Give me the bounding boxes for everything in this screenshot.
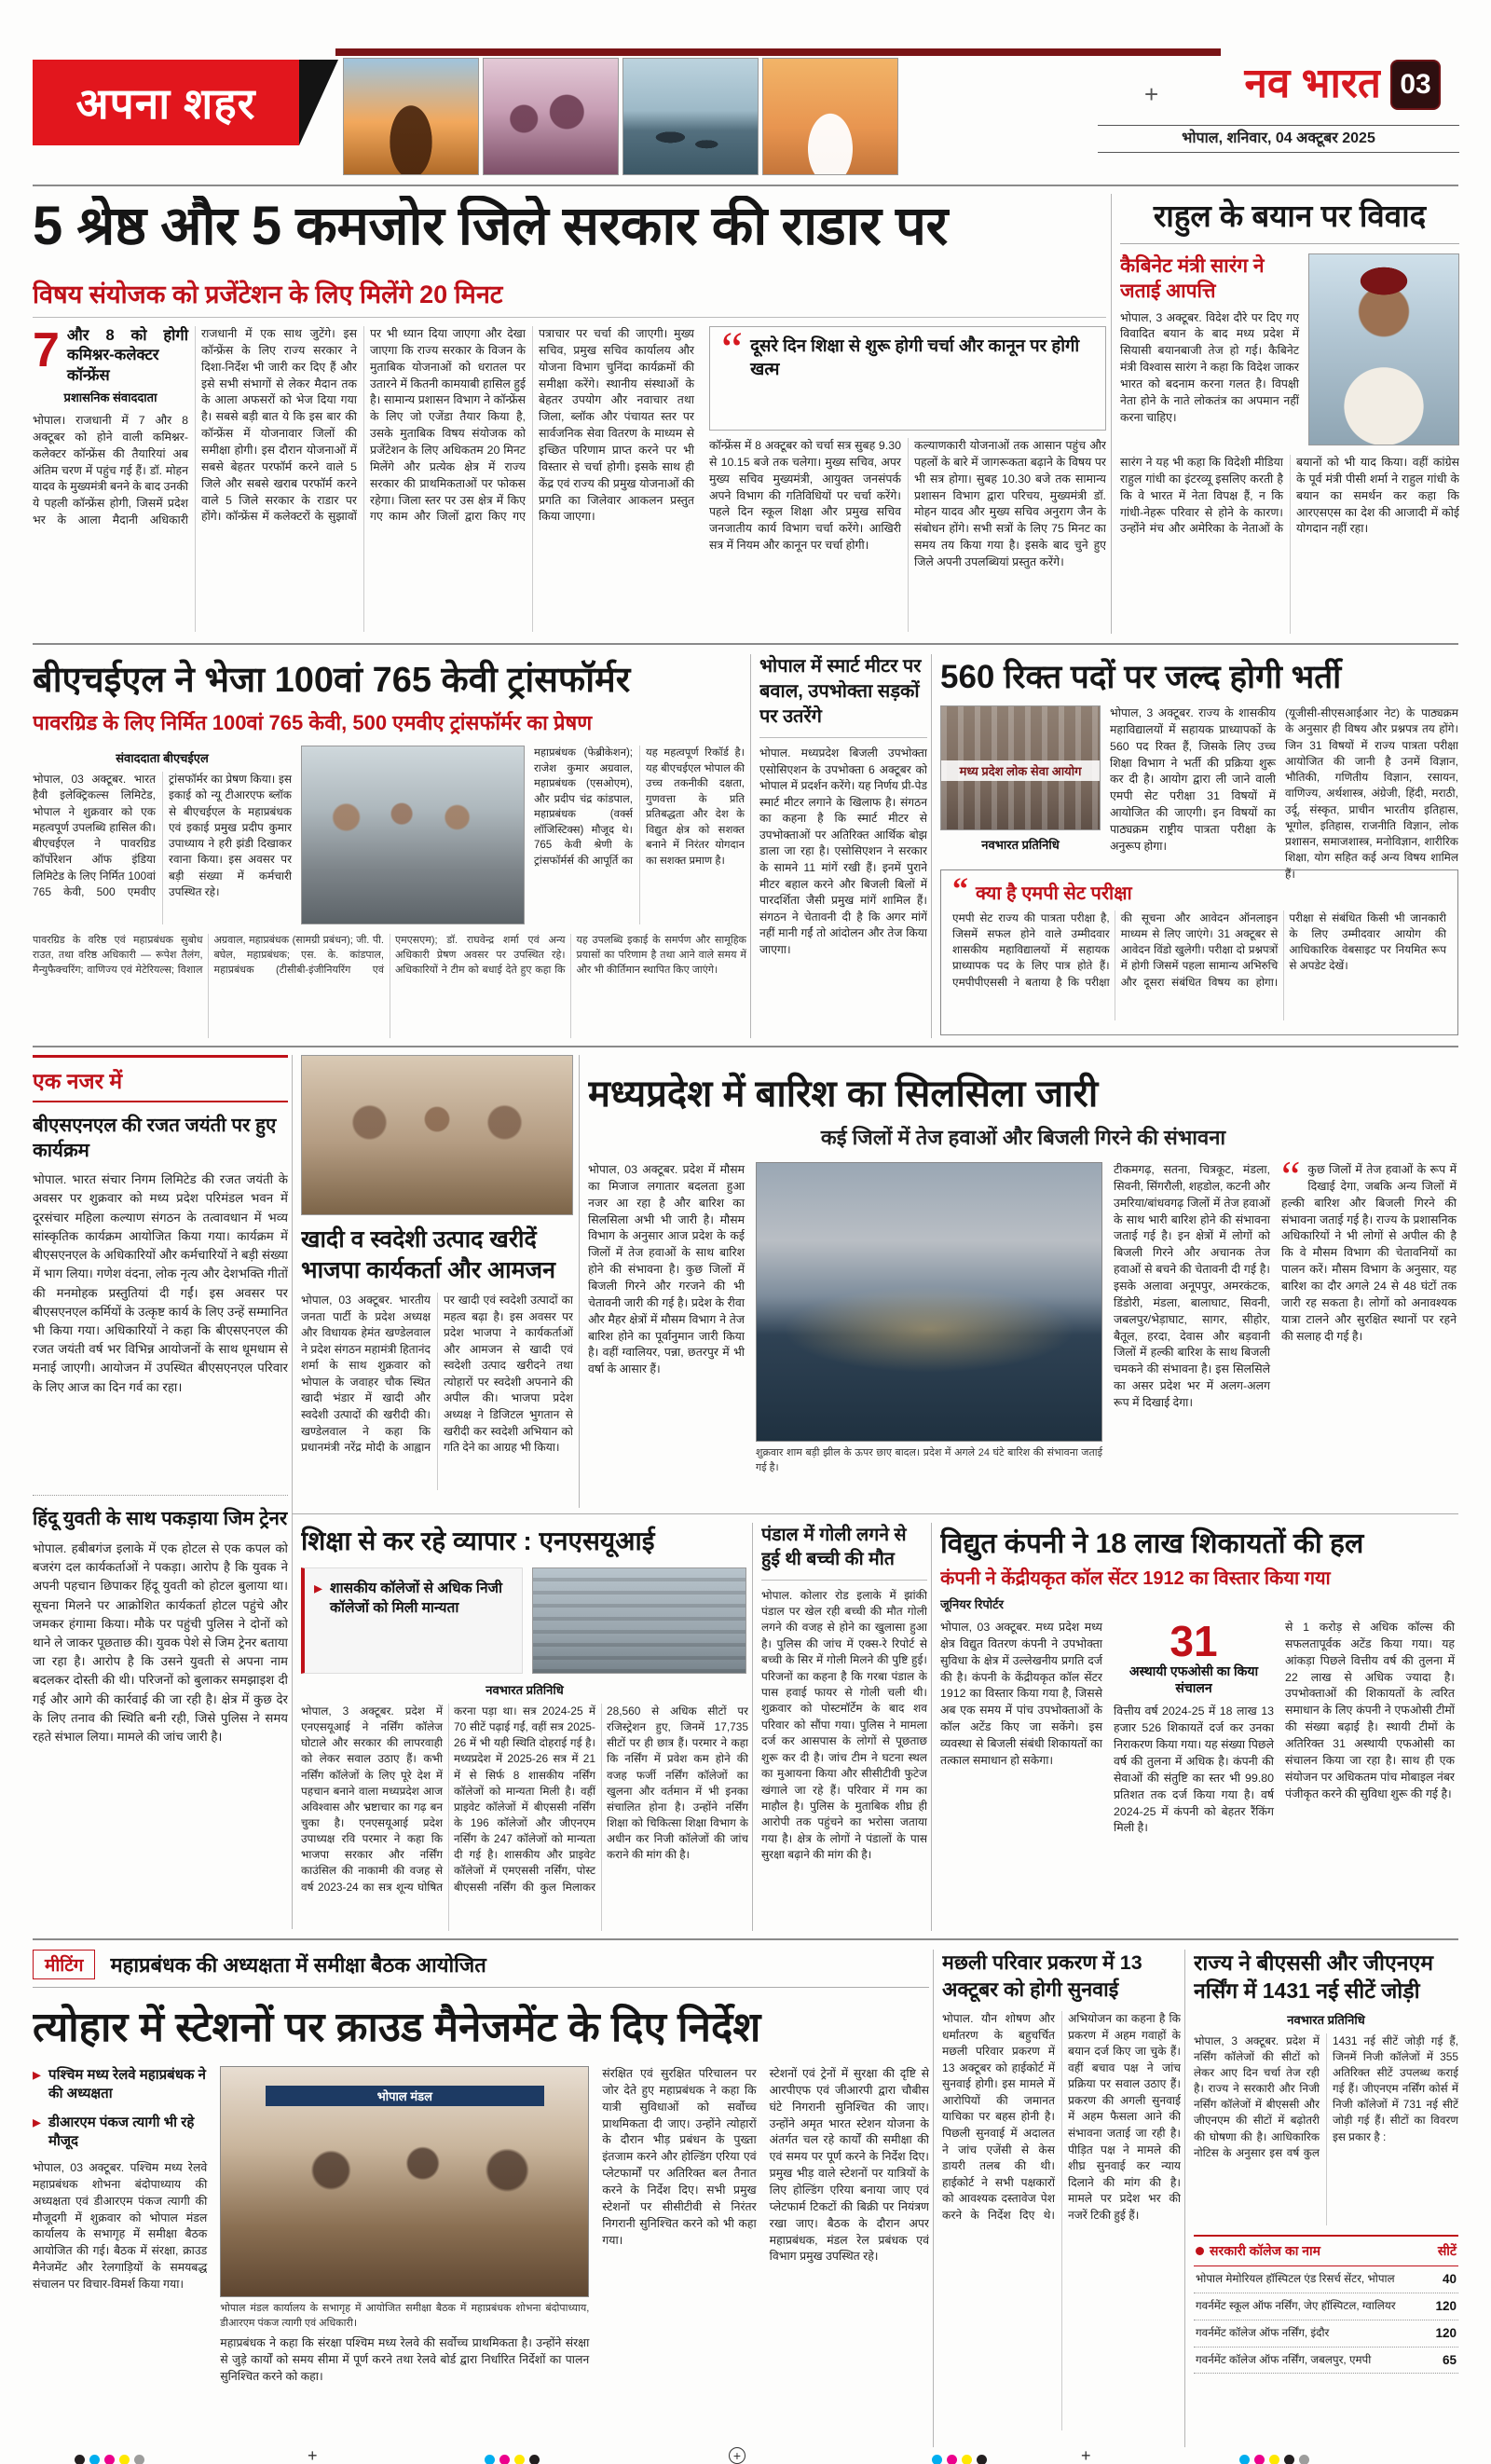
nsui-college-photo <box>532 1567 746 1674</box>
gray-dot-icon <box>1299 2455 1309 2464</box>
table-row <box>1194 2320 1458 2348</box>
glance-story1-headline: बीएसएनएल की रजत जयंती पर हुए कार्यक्रम <box>33 1115 277 1161</box>
crowd-bullet-item <box>33 2066 207 2104</box>
bhel-body-right: महाप्रबंधक (फेब्रीकेशन); राजेश कुमार अग्रवाल, महाप्रबंधक (एसओएम), और प्रदीप चंद्र कांडपाल, महाप्रबंधक (वर्क्स लॉजिस्टिक्स) मौजूद थे। 765 केवी श्रेणी के ट्रांसफॉर्मर्स की आपूर्ति का यह महत्वपूर्ण रिकॉर्ड है। यह बीएचईएल भोपाल की उच्च तकनीकी दक्षता, गुणवत्ता के प्रति प्रतिबद्धता और देश के विद्युत क्षेत्र को सशक्त बनाने में निरंतर योगदान का सशक्त प्रमाण है। <box>534 747 745 867</box>
table-row <box>1194 2293 1458 2320</box>
rahul-body-bottom: सारंग ने यह भी कहा कि विदेशी मीडिया राहुल गांधी का इंटरव्यू इसलिए करती है कि वे भारत में नेता विपक्ष हैं, न कि गांधी-नेहरू परिवार से होने के कारण। उन्होंने मंच और अमेरिका के नेताओं के बयानों को भी याद किया। वहीं कांग्रेस के पूर्व मंत्री पीसी शर्मा ने राहुल गांधी के बयान का समर्थन कर कहा कि आरएसएस का देश की आजादी में कोई योगदान नहीं रहा। <box>1120 456 1459 536</box>
arrow-bullet-icon: ▸ <box>33 2112 42 2131</box>
bhel-body-left: भोपाल, 03 अक्टूबर. भारत हैवी इलेक्ट्रिकल्स लिमिटेड, भोपाल ने शुक्रवार को एक महत्वपूर्ण उपलब्धि हासिल की। बीएचईएल ने पावरग्रिड कॉर्पोरेशन ऑफ इंडिया लिमिटेड के लिए निर्मित 100वां 765 केवी, 500 एमवीए ट्रांसफॉर्मर का प्रेषण किया। इस इकाई को न्यू टीआरएफ ब्लॉक से बीएचईएल के महाप्रबंधक एवं इकाई प्रमुख प्रदीप कुमार उपाध्याय ने हरी झंडी दिखाकर रवाना किया। इस अवसर पर बड़ी संख्या में कर्मचारी उपस्थित रहे। <box>33 773 292 898</box>
rain-headline: मध्यप्रदेश में बारिश का सिलसिला जारी <box>588 1074 1099 1115</box>
black-dot-icon <box>529 2455 540 2464</box>
column-rule <box>933 1950 934 2447</box>
rahul-minister-photo <box>1308 253 1459 445</box>
bijli-number-label: अस्थायी एफओसी का किया संचालन <box>1129 1663 1259 1696</box>
crowd-body3: संरक्षित एवं सुरक्षित परिचालन पर जोर देते हुए महाप्रबंधक ने कहा कि यात्री सुविधाओं को सर्वोच्च प्राथमिकता दी जाए। उन्होंने त्योहारों के दौरान भीड़ प्रबंधन के पुख्ता इंतजाम करने और होल्डिंग एरिया एवं प्लेटफार्मों पर अतिरिक्त बल तैनात करने के निर्देश दिए। सभी प्रमुख स्टेशनों पर सीसीटीवी से निरंतर निगरानी सुनिश्चित करने को भी कहा गया। <box>602 2067 757 2247</box>
banner-triangle-decoration <box>299 60 338 145</box>
arrow-bullet-icon: ▸ <box>33 2065 42 2084</box>
yellow-dot-icon <box>514 2455 525 2464</box>
crowd-bullet-text: डीआरएम पंकज त्यागी भी रहे मौजूद <box>48 2114 195 2149</box>
bhel-byline: संवाददाता बीएचईएल <box>116 751 209 765</box>
yellow-dot-icon <box>119 2455 130 2464</box>
rain-photo-caption: शुक्रवार शाम बड़ी झील के ऊपर छाए बादल। प्रदेश में अगले 24 घंटे बारिश की संभावना जताई गई है। <box>756 1447 1102 1473</box>
vacancy-body-right: (यूजीसी-सीएसआईआर नेट) के पाठ्यक्रम के अनुसार ही विषय और प्रश्नपत्र तय होंगे। जिन 31 विषयों में राज्य पात्रता परीक्षा आयोजित की जानी है उनमें विज्ञान, भौतिकी, गणितीय विज्ञान, रसायन, वाणिज्य, अर्थशास्त्र, अंग्रेजी, हिंदी, मराठी, उर्दू, संस्कृत, प्राचीन भारतीय इतिहास, भूगोल, इतिहास, राजनीति विज्ञान, लोक प्रशासन, समाजशास्त्र, मनोविज्ञान, शारीरिक शिक्षा, योग सहित कई अन्य विषय शामिल हैं। <box>1285 706 1458 881</box>
smart-meter-body: भोपाल. मध्यप्रदेश बिजली उपभोक्ता एसोसिएशन के उपभोक्ता 6 अक्टूबर को भोपाल में प्रदर्शन करेंगे। यह निर्णय प्री-पेड स्मार्ट मीटर लगाने के खिलाफ है। संगठन का कहना है कि स्मार्ट मीटर से उपभोक्ताओं पर अतिरिक्त आर्थिक बोझ डाला जा रहा है। एसोसिएशन ने सरकार के सामने 11 मांगें रखी हैं। इनमें पुराने मीटर बहाल करने और बिजली बिलों में पारदर्शिता जैसी प्रमुख मांगें शामिल हैं। संगठन ने चेतावनी दी है कि अगर मांगें नहीं मानी गईं तो आंदोलन और तेज किया जाएगा। <box>759 746 927 956</box>
nursing-body: भोपाल, 3 अक्टूबर. प्रदेश में नर्सिंग कॉलेजों की सीटों को लेकर आए दिन चर्चा तेज रही है। राज्य ने सरकारी और निजी नर्सिंग कॉलेजों में बीएससी और जीएनएम की सीटों में बढ़ोतरी की घोषणा की है। आधिकारिक नोटिस के अनुसार इस वर्ष कुल 1431 नई सीटें जोड़ी गई हैं, जिनमें निजी कॉलेजों में 355 अतिरिक्त सीटें उपलब्ध कराई गई हैं। जीएनएम नर्सिंग कोर्स में निजी कॉलेजों में 731 नई सीटें जोड़ी गई हैं। सीटों का विवरण इस प्रकार है : <box>1194 2033 1458 2159</box>
vacancy-body-mid: भोपाल, 3 अक्टूबर. राज्य के शासकीय महाविद्यालयों में सहायक प्राध्यापकों के 560 पद रिक्त हैं, जिसके लिए उच्च शिक्षा विभाग ने भर्ती की प्रक्रिया शुरू कर दी है। आयोग द्वारा ली जाने वाली एमपी सेट परीक्षा 31 विषयों में आयोजित की जाएगी। इन विषयों का पाठ्यक्रम राष्ट्रीय पात्रता परीक्षा के अनुरूप होगा। <box>1110 706 1276 853</box>
bijli-col1: भोपाल, 03 अक्टूबर. मध्य प्रदेश मध्य क्षेत्र विद्युत वितरण कंपनी ने उपभोक्ता सुविधा के क्षेत्र में उल्लेखनीय प्रगति दर्ज की है। कंपनी के केंद्रीयकृत कॉल सेंटर 1912 का विस्तार किया गया है, जिससे अब एक समय में पांच उपभोक्ताओं के कॉल अटेंड किए जा सकेंगे। इस व्यवस्था से बिजली संबंधी शिकायतों का तत्काल समाधान हो सकेगा। <box>940 1621 1102 1767</box>
nsui-bullet-box <box>301 1567 523 1674</box>
vacancy-box-body: एमपी सेट राज्य की पात्रता परीक्षा है, जिसमें सफल होने वाले उम्मीदवार शासकीय महाविद्यालयों में सहायक प्राध्यापक पद के लिए पात्र होते हैं। एमपीपीएससी ने बताया है कि परीक्षा की सूचना और आवेदन ऑनलाइन माध्यम से लिए जाएंगे। 31 अक्टूबर से आवेदन विंडो खुलेगी। परीक्षा दो प्रश्नपत्रों में होगी जिसमें पहला सामान्य अभिरुचि और दूसरा संबंधित विषय का होगा। परीक्षा से संबंधित किसी भी जानकारी के लिए उम्मीदवार आयोग की आधिकारिक वेबसाइट पर नियमित रूप से अपडेट देखें। <box>952 911 1446 989</box>
table-row <box>1194 2266 1458 2293</box>
glance-section-title: एक नजर में <box>33 1055 288 1102</box>
divider-rule <box>1120 243 1459 244</box>
crowd-bullet-item <box>33 2114 207 2152</box>
crowd-body1: भोपाल, 03 अक्टूबर. पश्चिम मध्य रेलवे महाप्रबंधक शोभना बंदोपाध्याय की अध्यक्षता एवं डीआरएम पंकज त्यागी की मौजूदगी में शुक्रवार को भोपाल मंडल कार्यालय के सभागृह में समीक्षा बैठक आयोजित की गई। बैठक में संरक्षा, क्राउड मैनेजमेंट और रेलगाड़ियों के समयबद्ध संचालन पर विचार-विमर्श किया गया। <box>33 2161 208 2292</box>
lead-byline: प्रशासनिक संवाददाता <box>63 390 157 405</box>
bhel-caption-columns <box>33 934 746 1038</box>
vacancy-info-box <box>940 869 1458 1035</box>
magenta-dot-icon <box>499 2455 510 2464</box>
machhli-headline: मछली परिवार प्रकरण में 13 अक्टूबर को होगी सुनवाई <box>942 1951 1142 2002</box>
bhel-headline: बीएचईएल ने भेजा 100वां 765 केवी ट्रांसफॉर्मर <box>33 661 631 700</box>
black-dot-icon <box>75 2455 85 2464</box>
rain-subheadline: कई जिलों में तेज हवाओं और बिजली गिरने की संभावना <box>820 1126 1226 1149</box>
bhel-group-photo <box>301 746 525 924</box>
divider-rule <box>33 1938 1458 1940</box>
crowd-bullet-text: पश्चिम मध्य रेलवे महाप्रबंधक ने की अध्यक्षता <box>48 2067 206 2102</box>
paper-brand: नव भारत <box>1244 62 1381 106</box>
nursing-seats-table <box>1194 2235 1458 2375</box>
magenta-dot-icon <box>947 2455 957 2464</box>
nursing-headline: राज्य ने बीएससी और जीएनएम नर्सिंग में 1431 नई सीटें जोड़ी <box>1194 1951 1433 2003</box>
nursing-story <box>1194 1950 1458 2447</box>
smart-meter-headline: भोपाल में स्मार्ट मीटर पर बवाल, उपभोक्ता सड़कों पर उतरेंगे <box>759 654 927 738</box>
vacancy-story <box>940 654 1458 1038</box>
rahul-top-row <box>1120 253 1459 445</box>
rain-lake-photo <box>756 1162 1102 1442</box>
crowd-strap: महाप्रबंधक की अध्यक्षता में समीक्षा बैठक आयोजित <box>110 1953 486 1977</box>
rahul-headline: राहुल के बयान पर विवाद <box>1153 198 1427 233</box>
bijli-subheadline: कंपनी ने केंद्रीयकृत कॉल सेंटर 1912 का विस्तार किया गया <box>940 1568 1331 1589</box>
divider-rule <box>33 643 1458 645</box>
cyan-dot-icon <box>932 2455 942 2464</box>
rain-photo-col <box>756 1162 1102 1504</box>
vacancy-building-photo <box>940 705 1101 830</box>
bijli-big-number: 31 <box>1170 1617 1218 1665</box>
nursing-table-col-seats: सीटें <box>1437 2242 1457 2258</box>
bhel-left-columns <box>33 772 292 924</box>
quote-mark-icon: “ <box>721 326 744 376</box>
magenta-dot-icon <box>1254 2455 1265 2464</box>
gray-dot-icon <box>134 2455 144 2464</box>
yellow-dot-icon <box>1269 2455 1279 2464</box>
rain-quote-col <box>1281 1152 1457 1504</box>
college-name: गवर्नमेंट कॉलेज ऑफ नर्सिंग, जबलपुर, एमपी <box>1196 2352 1372 2366</box>
rain-quote-text: कुछ जिलों में तेज हवाओं के रूप में दिखाई देगा, जबकि अन्य जिलों में हल्की बारिश और बिजली गिरने की संभावना जताई गई है। राज्य के प्रशासनिक अधिकारियों ने भी लोगों से अपील की है कि वे मौसम विभाग की चेतावनियों का पालन करें। मौसम विभाग के अनुसार, यह बारिश का दौर अगले 24 से 48 घंटों तक जारी रह सकता है। लोगों को अनावश्यक यात्रा टालने और सुरक्षित स्थानों पर रहने की सलाह दी गई है। <box>1281 1163 1457 1343</box>
masthead-top-strip <box>335 48 1221 56</box>
masthead-photo-statue <box>343 58 479 175</box>
nsui-byline: नवभारत प्रतिनिधि <box>486 1683 564 1697</box>
rahul-bottom-columns <box>1120 455 1459 634</box>
cyan-dot-icon <box>485 2455 495 2464</box>
lead-body-columns <box>33 326 694 632</box>
crowd-story <box>33 1950 929 2447</box>
bhel-photo-caption: पावरग्रिड के वरिष्ठ एवं महाप्रबंधक सुबोध राउत, तथा वरिष्ठ अधिकारी — रूपेश तैलंग, मैन्युफैक्चरिंग; वाणिज्य एवं मेटेरियल्स; विशाल अग्रवाल, महाप्रबंधक (सामग्री प्रबंधन); जी. पी. बघेल, महाप्रबंधक; एस. के. कांडपाल, महाप्रबंधक (टीसीबी-इंजीनियरिंग एवं एमएसएम); डॉ. राघवेन्द्र शर्मा एवं अन्य अधिकारी प्रेषण अवसर पर उपस्थित रहे। अधिकारियों ने टीम को बधाई देते हुए कहा कि यह उपलब्धि इकाई के समर्पण और सामूहिक प्रयासों का परिणाम है तथा आने वाले समय में और भी कीर्तिमान स्थापित किए जाएंगे। <box>33 935 746 976</box>
registration-marks-cmyk <box>1239 2452 1351 2464</box>
bhel-content-row <box>33 746 746 924</box>
crowd-photo-banner: भोपाल मंडल <box>266 2086 544 2106</box>
rahul-left-col <box>1120 253 1299 445</box>
khadi-headline: खादी व स्वदेशी उत्पाद खरीदें भाजपा कार्यकर्ता और आमजन <box>301 1226 555 1283</box>
divider-rule <box>33 1046 1458 1047</box>
rahul-story <box>1120 194 1459 634</box>
vacancy-content-row <box>940 705 1458 881</box>
vacancy-box-title: “ क्या है एमपी सेट परीक्षा <box>952 872 1132 907</box>
divider-rule <box>33 317 1106 318</box>
bijli-content-row <box>940 1617 1458 1927</box>
column-rule <box>1184 1950 1185 2447</box>
college-seats: 40 <box>1442 2271 1457 2286</box>
lead-quote-body: कॉन्फ्रेंस में 8 अक्टूबर को चर्चा सत्र सुबह 9.30 से 10.15 बजे तक चलेगा। मुख्य सचिव, अपर मुख्य सचिव मुख्यमंत्री, आयुक्त जनसंपर्क अपने विभाग की गतिविधियों पर चर्चा करेंगे। पहले दिन स्कूल शिक्षा और प्रमुख सचिव जनजातीय कार्य विभाग चर्चा करेंगे। आखिरी सत्र में नियम और कानून पर चर्चा होगी। <box>709 439 901 553</box>
lead-right-text: कल्याणकारी योजनाओं तक आसान पहुंच और पहलों के बारे में जागरूकता बढ़ाने के विषय पर भी सत्र होगा। सुबह 10.30 बजे तक सामान्य प्रशासन विभाग द्वारा परिचय, मुख्यमंत्री डॉ. मोहन यादव और मुख्य सचिव अनुराग जैन के संबोधन होंगे। सभी सत्रों के लिए 75 मिनट का समय तय किया गया है। इसके बाद चुने हुए जिले अपनी उपलब्धियां प्रस्तुत करेंगे। <box>914 439 1106 569</box>
masthead-photo-mosque <box>483 58 619 175</box>
crowd-meeting-photo <box>220 2066 589 2297</box>
khadi-body: भोपाल, 03 अक्टूबर. भारतीय जनता पार्टी के प्रदेश अध्यक्ष और विधायक हेमंत खण्डेलवाल ने प्रदेश संगठन महामंत्री हितानंद शर्मा के साथ शुक्रवार को भोपाल के जवाहर चौक स्थित खादी भंडार में खादी और स्वदेशी उत्पादों की खरीदी की। खण्डेलवाल ने कहा कि प्रधानमंत्री नरेंद्र मोदी के आह्वान पर खादी एवं स्वदेशी उत्पादों का महत्व बढ़ा है। इस अवसर पर प्रदेश भाजपा ने कार्यकर्ताओं और आमजन से खादी एवं स्वदेशी उत्पाद खरीदने तथा त्योहारों पर स्वदेशी अपनाने की अपील की। भाजपा प्रदेश अध्यक्ष ने डिजिटल भुगतान से खरीदी कर स्वदेशी अभियान को गति देने का आग्रह भी किया। <box>301 1294 573 1455</box>
smart-meter-story <box>759 654 927 1038</box>
divider-rule <box>33 185 1458 186</box>
bhel-right-columns <box>534 746 745 924</box>
column-rule <box>750 654 751 1038</box>
lead-subheadline: विषय संयोजक को प्रजेंटेशन के लिए मिलेंगे 20 मिनट <box>33 281 503 308</box>
column-rule <box>292 1055 293 1929</box>
lead-infobox <box>33 326 188 386</box>
bhel-subheadline: पावरग्रिड के लिए निर्मित 100वां 765 केवी, 500 एमवीए ट्रांसफॉर्मर का प्रेषण <box>33 711 593 734</box>
bijli-number-box <box>1114 1617 1274 1696</box>
pandal-story <box>761 1523 927 1931</box>
lead-infobox-text: और 8 को होगी कमिश्नर-कलेक्टर कॉन्फ्रेंस <box>66 327 188 384</box>
cyan-dot-icon <box>89 2455 100 2464</box>
machhli-columns <box>942 2011 1181 2430</box>
nsui-bullet-text: शासकीय कॉलेजों से अधिक निजी कॉलेजों को मिली मान्यता <box>330 1581 503 1616</box>
divider-rule <box>292 1513 1458 1514</box>
bhel-story <box>33 654 746 1038</box>
black-dot-icon <box>977 2455 987 2464</box>
glance-story2-headline: हिंदू युवती के साथ पकड़ाया जिम ट्रेनर <box>33 1508 288 1530</box>
vacancy-byline: नवभारत प्रतिनिधि <box>981 838 1060 852</box>
quote-mark-icon: “ <box>952 872 968 907</box>
registration-marks-cmyk <box>75 2452 186 2464</box>
column-rule <box>1111 194 1112 634</box>
crowd-bullets-col <box>33 2066 207 2433</box>
crowd-content-row <box>33 2066 929 2433</box>
lead-right-columns <box>709 438 1106 632</box>
column-rule <box>579 1055 580 1508</box>
magenta-dot-icon <box>104 2455 115 2464</box>
college-name: भोपाल मेमोरियल हॉस्पिटल एंड रिसर्च सेंटर, भोपाल <box>1196 2271 1395 2285</box>
registration-marks-cmyk <box>932 2452 1025 2464</box>
quote-mark-icon: “ <box>1281 1152 1301 1199</box>
rain-story <box>588 1066 1458 1504</box>
pandal-body: भोपाल. कोलार रोड इलाके में झांकी पंडाल पर खेल रही बच्ची की मौत गोली लगने की वजह से होने का खुलासा हुआ है। पुलिस की जांच में एक्स-रे रिपोर्ट से बच्ची के सिर में गोली मिलने की पुष्टि हुई। परिजनों का कहना है कि गरबा पंडाल के पास हवाई फायर से गोली चली थी। शुक्रवार को पोस्टमॉर्टेम के बाद शव परिवार को सौंपा गया। पुलिस ने मामला दर्ज कर आसपास के लोगों से पूछताछ शुरू कर दी है। जांच टीम ने घटना स्थल का मुआयना किया और सीसीटीवी फुटेज खंगाले जा रहे हैं। परिवार में गम का माहौल है। पुलिस के मुताबिक शीघ्र ही आरोपी तक पहुंचने का भरोसा जताया गया है। क्षेत्र के लोगों ने पंडालों के पास सुरक्षा बढ़ाने की मांग की है। <box>761 1588 927 1862</box>
college-seats: 120 <box>1435 2325 1457 2340</box>
nsui-headline: शिक्षा से कर रहे व्यापार : एनएसयूआई <box>301 1526 655 1555</box>
khadi-story <box>301 1055 573 1506</box>
machhli-story <box>942 1950 1181 2447</box>
nursing-byline: नवभारत प्रतिनिधि <box>1287 2012 1365 2027</box>
crowd-kicker: मीटिंग <box>33 1950 95 1979</box>
glance-story2-body: भोपाल. हबीबगंज इलाके में एक होटल से एक कपल को बजरंग दल कार्यकर्ताओं ने पकड़ा। आरोप है कि युवक ने अपनी पहचान छिपाकर हिंदू युवती को होटल बुलाया था। सूचना मिलने पर आक्रोशित कार्यकर्ता होटल पहुंचे और जमकर हंगामा किया। मौके पर पहुंची पुलिस ने दोनों को थाने ले जाकर पूछताछ की। युवक पेशे से जिम ट्रेनर बताया जा रहा है। आरोप है कि उसने युवती से अपना नाम बदलकर दोस्ती की थी। परिजनों को बुलाकर समझाइश दी गई और आगे की कार्रवाई की जा रही है। क्षेत्र में कुछ देर के लिए तनाव की स्थिति बनी रही, जिसे पुलिस ने समय रहते संभाल लिया। मामले की जांच जारी है। <box>33 1540 288 1744</box>
nursing-columns <box>1194 2033 1458 2225</box>
crowd-photo-caption: भोपाल मंडल कार्यालय के सभागृह में आयोजित समीक्षा बैठक में महाप्रबंधक शोभना बंदोपाध्याय, डीआरएम पंकज त्यागी एवं अधिकारी। <box>220 2303 590 2329</box>
rain-col1: भोपाल, 03 अक्टूबर. प्रदेश में मौसम का मिजाज लगातार बदलता हुआ नजर आ रहा है और बारिश का सिलसिला अभी भी जारी है। मौसम विभाग के अनुसार आज प्रदेश के कई जिलों में तेज हवाओं के साथ बारिश होने की संभावना है। कुछ जिलों में बिजली गिरने और गरजने की भी चेतावनी जारी की गई है। प्रदेश के रीवा और मैहर क्षेत्रों में मौसम विभाग ने तेज बारिश होने का पूर्वानुमान जारी किया है। वहीं ग्वालियर, पन्ना, छतरपुर में भी वर्षा के आसार हैं। <box>588 1163 745 1376</box>
college-seats: 120 <box>1435 2298 1457 2313</box>
section-banner-label: अपना शहर <box>75 79 256 128</box>
vacancy-box-columns <box>952 910 1446 1020</box>
arrow-bullet-icon: ▸ <box>314 1579 323 1597</box>
rahul-body-top: भोपाल, 3 अक्टूबर. विदेश दौरे पर दिए गए विवादित बयान के बाद मध्य प्रदेश में सियासी बयानबाजी तेज हो गई। कैबिनेट मंत्री विश्वास सारंग ने कहा कि विदेश जाकर भारत को बदनाम करना गलत है। विपक्षी नेता होने के नाते लोकतंत्र का अपमान नहीं करना चाहिए। <box>1120 310 1299 424</box>
bijli-story <box>940 1523 1458 1931</box>
vacancy-photo-overlay: मध्य प्रदेश लोक सेवा आयोग <box>941 760 1100 781</box>
rain-content-row <box>588 1152 1458 1504</box>
table-row <box>1194 2348 1458 2375</box>
nsui-columns <box>301 1704 748 1931</box>
column-rule <box>931 1523 932 1931</box>
bijli-col2: वित्तीय वर्ष 2024-25 में 18 लाख 13 हजार 526 शिकायतें दर्ज कर उनका निराकरण किया गया। यह संख्या पिछले वर्ष की तुलना में अधिक है। कंपनी की सेवाओं की संतुष्टि का स्तर भी 99.80 प्रतिशत तक दर्ज किया गया है। वर्ष 2024-25 में कंपनी को बेहतर रैंकिंग मिली है। <box>1114 1704 1274 1835</box>
nsui-top-row <box>301 1567 748 1674</box>
divider-rule <box>33 1495 288 1496</box>
red-dot-icon <box>1196 2247 1204 2255</box>
khadi-columns <box>301 1293 573 1490</box>
registration-marks-cmyk <box>485 2452 578 2464</box>
registration-crosshair-icon: + <box>729 2447 751 2464</box>
bijli-headline: विद्युत कंपनी ने 18 लाख शिकायतों की हल <box>940 1528 1364 1559</box>
crop-mark-icon: + <box>308 2446 318 2464</box>
rahul-strap: कैबिनेट मंत्री सारंग ने जताई आपत्ति <box>1120 255 1265 303</box>
college-name: गवर्नमेंट स्कूल ऑफ नर्सिंग, जेए हॉस्पिटल, ग्वालियर <box>1196 2298 1396 2312</box>
crop-mark-icon: + <box>1144 80 1159 108</box>
bijli-mid-col <box>1114 1617 1274 1927</box>
crowd-kicker-row <box>33 1950 929 1988</box>
yellow-dot-icon <box>962 2455 972 2464</box>
column-rule <box>931 654 932 1038</box>
nsui-body: भोपाल, 3 अक्टूबर. प्रदेश में एनएसयूआई ने नर्सिंग कॉलेज घोटाले और सरकार की लापरवाही को लेकर सवाल उठाए हैं। कभी नर्सिंग कॉलेजों के लिए पूरे देश में पहचान बनाने वाला मध्यप्रदेश आज अविश्वास और भ्रष्टाचार का गढ़ बन चुका है। एनएसयूआई प्रदेश उपाध्यक्ष रवि परमार ने कहा कि भाजपा सरकार और नर्सिंग काउंसिल की नाकामी की वजह से वर्ष 2023-24 का सत्र शून्य घोषित करना पड़ा था। सत्र 2024-25 में 70 सीटें पढ़ाई गईं, वहीं सत्र 2025-26 में भी यही स्थिति दोहराई गई है। मध्यप्रदेश में 2025-26 सत्र में 21 में से सिर्फ 8 शासकीय नर्सिंग कॉलेजों को मान्यता मिली है। वहीं प्राइवेट कॉलेजों में बीएससी नर्सिंग के 196 कॉलेजों और जीएनएम नर्सिंग के 247 कॉलेजों को मान्यता दी गई है। शासकीय और प्राइवेट कॉलेजों में एमएससी नर्सिंग, पोस्ट बीएससी नर्सिंग की कुल मिलाकर 28,560 से अधिक सीटों पर रजिस्ट्रेशन हुए, जिनमें 17,735 सीटों पर ही छात्र हैं। परमार ने कहा कि नर्सिंग में प्रवेश कम होने की वजह फर्जी नर्सिंग कॉलेजों का खुलना और वर्तमान में भी इनका संचालित होना है। उन्होंने नर्सिंग शिक्षा को चिकित्सा शिक्षा विभाग के अधीन कर निजी कॉलेजों की जांच कराने की मांग की है। <box>301 1704 748 1894</box>
lead-quote-box <box>709 326 1106 431</box>
masthead-photo-lake-boats <box>622 58 759 175</box>
lead-headline: 5 श्रेष्ठ और 5 कमजोर जिले सरकार की राडार पर <box>33 196 948 256</box>
vacancy-headline: 560 रिक्त पदों पर जल्द होगी भर्ती <box>940 659 1342 695</box>
college-name: गवर्नमेंट कॉलेज ऑफ नर्सिंग, इंदौर <box>1196 2325 1330 2339</box>
crowd-body2: महाप्रबंधक ने कहा कि संरक्षा पश्चिम मध्य रेलवे की सर्वोच्च प्राथमिकता है। उन्होंने संरक्षा से जुड़े कार्यों को समय सीमा में पूर्ण करने तथा रेलवे बोर्ड द्वारा निर्धारित निर्देशों का पालन सुनिश्चित करने को कहा। <box>220 2336 590 2383</box>
crop-mark-icon: + <box>1081 2446 1091 2464</box>
lead-infobox-number: 7 <box>33 326 60 377</box>
section-banner <box>33 60 299 145</box>
pandal-headline: पंडाल में गोली लगने से हुई थी बच्ची की मौत <box>761 1523 927 1581</box>
nursing-table-header <box>1194 2235 1458 2266</box>
glance-sidebar <box>33 1055 288 1931</box>
bhel-left-col <box>33 746 292 924</box>
cyan-dot-icon <box>1239 2455 1250 2464</box>
black-dot-icon <box>1284 2455 1294 2464</box>
crowd-body4: स्टेशनों एवं ट्रेनों में सुरक्षा की दृष्टि से आरपीएफ एवं जीआरपी द्वारा चौबीस घंटे निगरानी सुनिश्चित की जाए। उन्होंने अमृत भारत स्टेशन योजना के अंतर्गत चल रहे कार्यों की समीक्षा की एवं समय पर पूर्ण करने के निर्देश दिए। प्रमुख भीड़ वाले स्टेशनों पर यात्रियों के लिए होल्डिंग एरिया बनाया जाए एवं प्लेटफार्म टिकटों की बिक्री पर नियंत्रण रखा जाए। बैठक के दौरान अपर महाप्रबंधक, मंडल रेल प्रबंधक एवं विभाग प्रमुख उपस्थित रहे। <box>769 2067 929 2264</box>
column-rule <box>752 1523 753 1931</box>
lead-right-block <box>709 326 1106 632</box>
lead-quote-title: दूसरे दिन शिक्षा से शुरू होगी चर्चा और कानून पर होगी खत्म <box>750 335 1080 378</box>
glance-story1-body: भोपाल. भारत संचार निगम लिमिटेड की रजत जयंती के अवसर पर शुक्रवार को मध्य प्रदेश परिमंडल भवन में दूरसंचार महिला कल्याण संगठन के तत्वावधान में भव्य सांस्कृतिक कार्यक्रम आयोजित किया गया। कार्यक्रम में बीएसएनएल के अधिकारियों और कर्मचारियों ने बड़ी संख्या में भाग लिया। गणेश वंदना, लोक नृत्य और देशभक्ति गीतों की मनमोहक प्रस्तुतियां दी गईं। इस अवसर पर बीएसएनएल कर्मियों के उत्कृष्ट कार्य के लिए उन्हें सम्मानित भी किया गया। अधिकारियों ने कहा कि बीएसएनएल की रजत जयंती वर्ष भर विभिन्न आयोजनों के साथ धूमधाम से मनाई जाएगी। आयोजन में उपस्थित बीएसएनएल परिवार के लिए आज का दिन गर्व का रहा। <box>33 1172 288 1394</box>
crowd-headline: त्योहार में स्टेशनों पर क्राउड मैनेजमेंट के दिए निर्देश <box>33 2005 761 2050</box>
bijli-byline: जूनियर रिपोर्टर <box>940 1597 1005 1611</box>
rain-col2: टीकमगढ़, सतना, चित्रकूट, मंडला, सिवनी, सिंगरौली, शहडोल, कटनी और उमरिया/बांधवगढ़ जिलों में तेज हवाओं के साथ भारी बारिश होने की संभावना जताई गई है। इन क्षेत्रों में लोगों को बिजली गिरने और अचानक तेज हवाओं से बचने की चेतावनी दी गई है। इसके अलावा अनूपपुर, अमरकंटक, डिंडोरी, मंडला, बालाघाट, सिवनी, जबलपुर/भेड़ाघाट, सागर, सीहोर, बैतूल, हरदा, देवास और बड़वानी जिलों में हल्की बारिश के साथ बिजली चमकने की संभावना है। इस सिलसिले का असर प्रदेश भर में अलग-अलग रूप में दिखाई देगा। <box>1114 1163 1270 1410</box>
khadi-event-photo <box>301 1055 573 1215</box>
nursing-table-col-name: सरकारी कॉलेज का नाम <box>1196 2242 1320 2260</box>
vacancy-photo-col <box>940 705 1101 860</box>
lead-body-text: भोपाल। राजधानी में 7 और 8 अक्टूबर को होने वाली कमिश्नर-कलेक्टर कॉन्फ्रेंस की तैयारियां अब अंतिम चरण में पहुंच गई हैं। डॉ. मोहन यादव के मुख्यमंत्री बनने के बाद उनकी ये पहली कॉन्फ्रेंस होगी, जिसमें प्रदेश भर के आला मैदानी अधिकारी राजधानी में एक साथ जुटेंगे। इस कॉन्फ्रेंस के लिए राज्य सरकार ने दिशा-निर्देश भी जारी कर दिए हैं और इसे सभी संभागों से लेकर मैदान तक के आला अफसरों को भेज दिया गया है। सबसे बड़ी बात ये कि इस बार की कॉन्फ्रेंस में योजनावार जिलों की समीक्षा होगी। इस दौरान योजनाओं में सबसे बेहतर परफॉर्म करने वाले 5 जिले और सबसे खराब परफॉर्म करने वाले 5 जिले सरकार के राडार पर होंगे। कॉन्फ्रेंस में कलेक्टरों के सुझावों पर भी ध्यान दिया जाएगा और देखा जाएगा कि राज्य सरकार के विजन के मुताबिक योजनाओं को धरातल पर उतारने में कितनी कामयाबी हासिल हुई है। सामान्य प्रशासन विभाग ने कॉन्फ्रेंस के लिए जो एजेंडा तैयार किया है, उसके मुताबिक विषय संयोजक को प्रजेंटेशन के लिए अधिकतम 20 मिनट मिलेंगे और प्रत्येक क्षेत्र में राज्य सरकार की प्राथमिकताओं पर फोकस रहेगा। जिला स्तर पर उस क्षेत्र में किए गए काम और जिलों द्वारा किए गए पत्राचार पर चर्चा की जाएगी। मुख्य सचिव, प्रमुख सचिव कार्यालय और योजना विभाग चुनिंदा कार्यक्रमों की समीक्षा करेंगे। स्थानीय संस्थाओं के बेहतर उपयोग और नवाचार तथा जिला, ब्लॉक और पंचायत स्तर पर सार्वजनिक सेवा वितरण के माध्यम से इच्छित परिणाम प्राप्त करने पर भी विस्तार से चर्चा होगी। इसके साथ ही केंद्र एवं राज्य की प्रमुख योजनाओं की प्रगति का जिलेवार आकलन प्रस्तुत किया जाएगा। <box>33 327 694 527</box>
dateline: भोपाल, शनिवार, 04 अक्टूबर 2025 <box>1098 125 1459 153</box>
lead-body <box>33 326 1106 632</box>
crowd-photo-col <box>220 2066 589 2433</box>
machhli-body: भोपाल. यौन शोषण और धर्मांतरण के बहुचर्चित मछली परिवार प्रकरण में 13 अक्टूबर को हाईकोर्ट में सुनवाई होगी। इस मामले में आरोपियों की जमानत याचिका पर बहस होनी है। पिछली सुनवाई में अदालत ने जांच एजेंसी से केस डायरी तलब की थी। हाईकोर्ट ने सभी पक्षकारों को आवश्यक दस्तावेज पेश करने के निर्देश दिए थे। अभियोजन का कहना है कि प्रकरण में अहम गवाहों के बयान दर्ज किए जा चुके हैं। वहीं बचाव पक्ष ने जांच प्रक्रिया पर सवाल उठाए हैं। प्रकरण की अगली सुनवाई में अहम फैसला आने की संभावना जताई जा रही है। पीड़ित पक्ष ने मामले की शीघ्र सुनवाई कर न्याय दिलाने की मांग की है। मामले पर प्रदेश भर की नजरें टिकी हुई हैं। <box>942 2012 1181 2222</box>
nsui-story <box>301 1523 748 1931</box>
bijli-col3: से 1 करोड़ से अधिक कॉल्स की सफलतापूर्वक अटेंड किया गया। यह आंकड़ा पिछले वित्तीय वर्ष की तुलना में 22 लाख से अधिक ज्यादा है। उपभोक्ताओं की शिकायतों के त्वरित समाधान के लिए कंपनी ने एफओसी टीमों की संख्या बढ़ाई है। स्थायी टीमों के अतिरिक्त 31 अस्थायी एफओसी का संचालन किया जा रहा है। साथ ही एक संयोजन पर अधिकतम पांच मोबाइल नंबर पंजीकृत करने की सुविधा शुरू की गई है। <box>1285 1621 1455 1800</box>
college-seats: 65 <box>1442 2352 1457 2367</box>
masthead-photo-temple <box>762 58 898 175</box>
page-number-badge: 03 <box>1390 60 1441 110</box>
